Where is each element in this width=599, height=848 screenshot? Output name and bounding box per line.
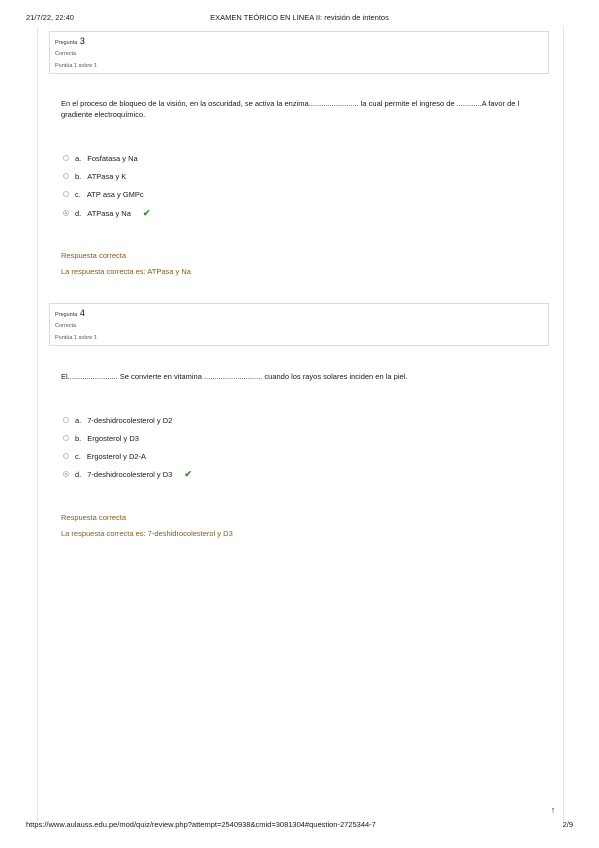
question-text: En el proceso de bloqueo de la visión, en la oscuridad, se activa la enzima........................ la cual permite el ingreso de ............A favor de l gradiente electroquímico.	[61, 99, 520, 119]
radio-button-selected[interactable]	[63, 210, 69, 216]
check-icon: ✔	[184, 468, 192, 479]
answer-label: ATP asa y GMPc	[86, 189, 144, 199]
question-text: El........................ Se convierte en vitamina ............................ cuando los rayos solares inciden en la piel.	[61, 372, 408, 381]
check-icon: ✔	[142, 207, 151, 218]
answer-letter: c.	[75, 189, 81, 199]
arrow-up-icon[interactable]: ↑	[550, 805, 556, 815]
answer-letter: b.	[75, 433, 82, 443]
right-answer-text: La respuesta correcta es: ATPasa y Na	[61, 267, 191, 276]
answer-letter: d.	[75, 469, 82, 479]
answer-option[interactable]	[63, 188, 144, 200]
answer-label: Fosfatasa y Na	[87, 153, 138, 163]
answer-label: 7-deshidrocolesterol y D2	[87, 415, 173, 425]
question-grade: Puntúa 1 sobre 1	[55, 335, 97, 341]
answer-letter: d.	[75, 208, 82, 218]
feedback-text: Respuesta correcta	[61, 251, 127, 260]
question-grade: Puntúa 1 sobre 1	[55, 63, 97, 69]
question-info-box	[49, 303, 549, 346]
radio-button[interactable]	[63, 155, 69, 161]
print-datetime: 21/7/22, 22:40	[26, 13, 74, 22]
print-url: https://www.aulauss.edu.pe/mod/quiz/review.php?attempt=2540938&cmid=3081304#question-2725344-7	[26, 820, 376, 829]
radio-button[interactable]	[63, 191, 69, 197]
radio-button[interactable]	[63, 417, 69, 423]
radio-button-selected[interactable]	[63, 471, 69, 477]
answer-option[interactable]	[63, 450, 146, 462]
answer-option-selected[interactable]	[63, 207, 150, 219]
radio-button[interactable]	[63, 173, 69, 179]
answer-option[interactable]	[63, 152, 138, 164]
print-footer	[26, 820, 573, 832]
feedback-text: Respuesta correcta	[61, 513, 127, 522]
radio-button[interactable]	[63, 453, 69, 459]
answer-label: Ergosterol y D3	[87, 433, 139, 443]
answer-letter: b.	[75, 171, 82, 181]
answer-letter: a.	[75, 415, 82, 425]
answer-label: ATPasa y K	[87, 171, 127, 181]
right-answer-text: La respuesta correcta es: 7-deshidrocolesterol y D3	[61, 529, 233, 538]
print-title: EXAMEN TEÓRICO EN LINEA II: revisión de intentos	[210, 13, 389, 22]
answer-letter: c.	[75, 451, 81, 461]
print-header	[26, 13, 573, 25]
answer-option[interactable]	[63, 414, 172, 426]
answer-option[interactable]	[63, 170, 126, 182]
question-info-box	[49, 31, 549, 74]
page-number: 2/9	[562, 820, 573, 829]
answer-option[interactable]	[63, 432, 139, 444]
answer-option-selected[interactable]	[63, 468, 192, 480]
question-state: Correcta	[55, 51, 77, 57]
answer-label: Ergosterol y D2-A	[86, 451, 147, 461]
question-state: Correcta	[55, 323, 77, 329]
question-number: Pregunta 3	[55, 36, 85, 46]
radio-button[interactable]	[63, 435, 69, 441]
answer-letter: a.	[75, 153, 82, 163]
answer-label: 7-deshidrocolesterol y D3	[87, 469, 173, 479]
answer-label: ATPasa y Na	[87, 208, 131, 218]
question-number: Pregunta 4	[55, 308, 85, 318]
